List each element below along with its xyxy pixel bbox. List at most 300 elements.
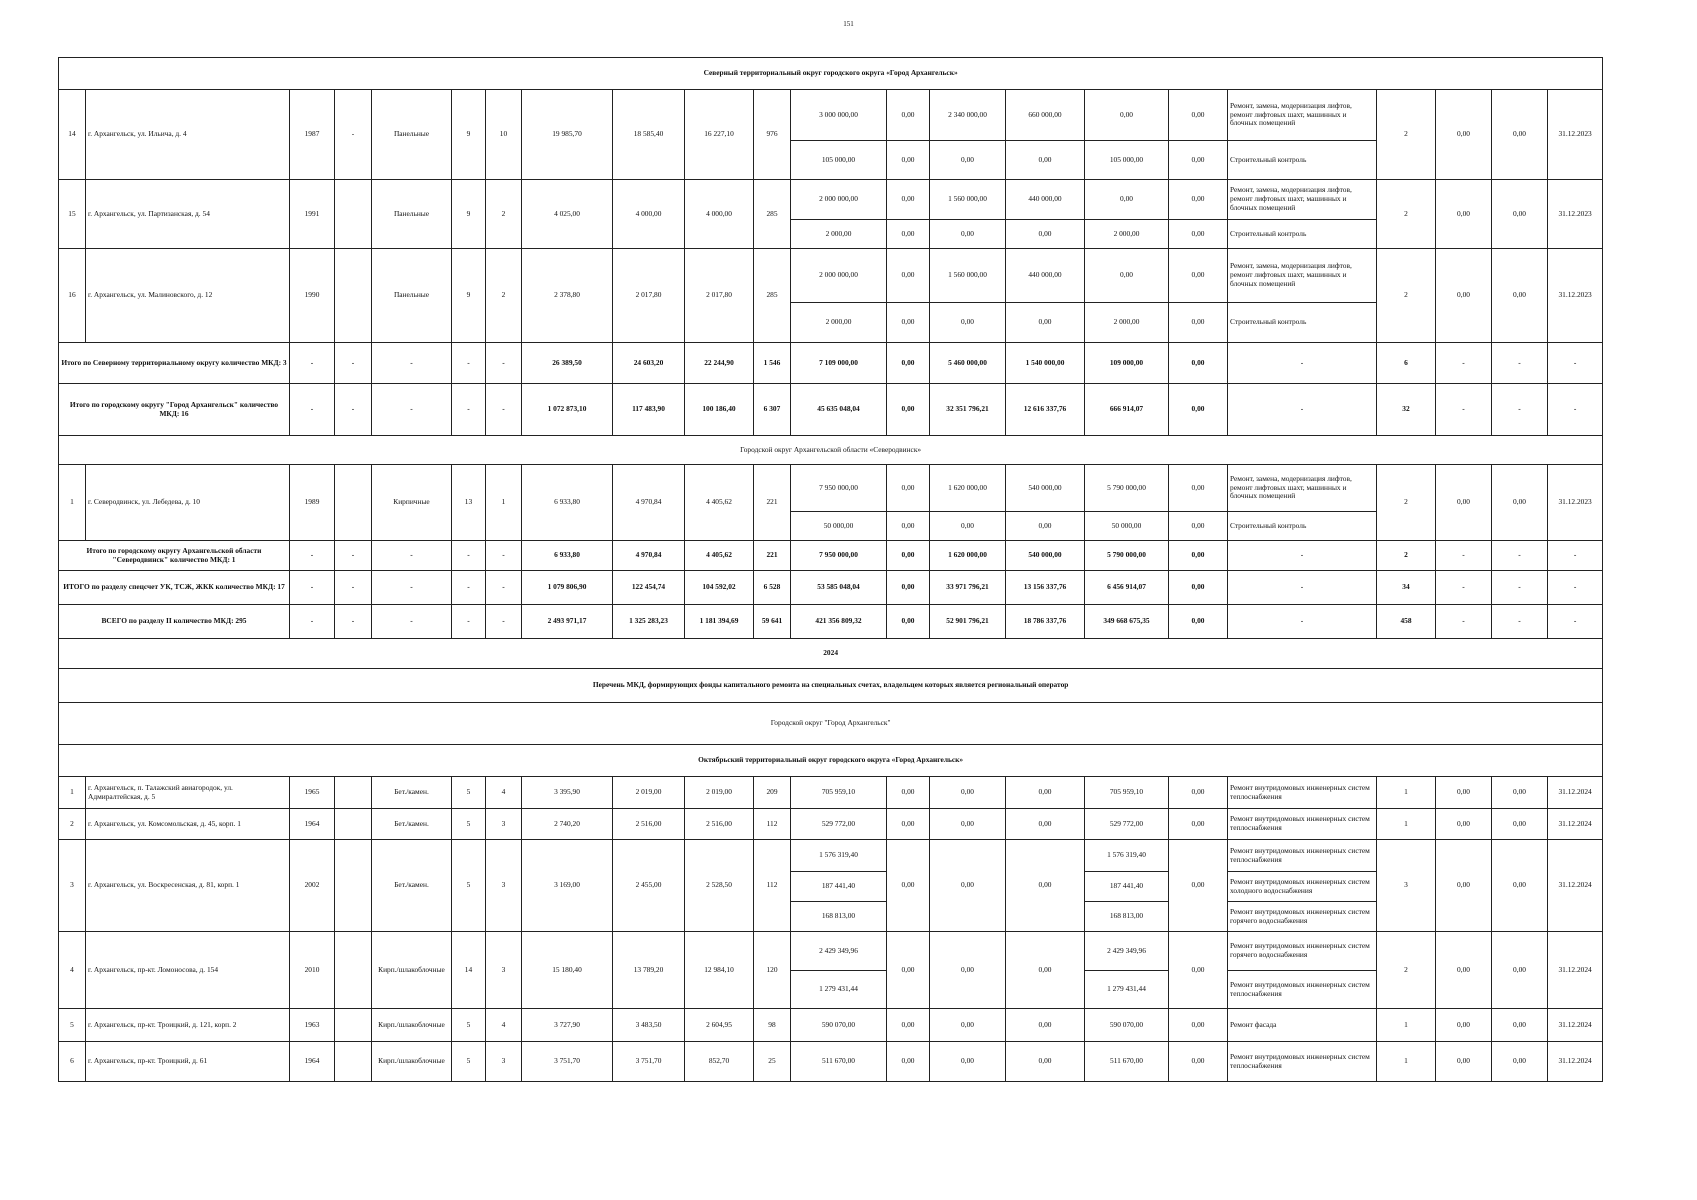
build-year: 1964 bbox=[290, 1042, 335, 1082]
wall-material: Бет./камен. bbox=[372, 777, 452, 809]
residential-area: 2 019,00 bbox=[685, 777, 754, 809]
empty-mark: - bbox=[1436, 343, 1492, 384]
cost-regional: 0,00 bbox=[930, 777, 1006, 809]
empty-mark: - bbox=[452, 605, 486, 639]
cost-regional: 0,00 bbox=[930, 303, 1006, 343]
cost-owners: 1 576 319,40 bbox=[1085, 840, 1169, 872]
works-count: 2 bbox=[1377, 90, 1436, 180]
empty-mark: - bbox=[372, 343, 452, 384]
completion-date: 31.12.2023 bbox=[1548, 249, 1603, 343]
cost-owners: 187 441,40 bbox=[1085, 872, 1169, 902]
empty-mark: - bbox=[372, 541, 452, 571]
cost-other: 0,00 bbox=[1169, 1042, 1228, 1082]
total-area: 1 072 873,10 bbox=[522, 384, 613, 436]
cost-total: 7 950 000,00 bbox=[791, 465, 887, 512]
cost-federal: 0,00 bbox=[887, 90, 930, 141]
cost-municipal: 12 616 337,76 bbox=[1006, 384, 1085, 436]
cost-municipal: 0,00 bbox=[1006, 512, 1085, 541]
entrances: 1 bbox=[486, 465, 522, 541]
cost-regional: 1 560 000,00 bbox=[930, 180, 1006, 220]
completion-date: 31.12.2023 bbox=[1548, 180, 1603, 249]
total-row bbox=[59, 605, 1603, 639]
cost-regional: 0,00 bbox=[930, 1042, 1006, 1082]
total-row bbox=[59, 571, 1603, 605]
max-unit-cost: 0,00 bbox=[1492, 809, 1548, 840]
cost-municipal: 0,00 bbox=[1006, 932, 1085, 1009]
cost-municipal: 0,00 bbox=[1006, 303, 1085, 343]
residents: 112 bbox=[754, 840, 791, 932]
residents: 221 bbox=[754, 541, 791, 571]
residential-area: 2 516,00 bbox=[685, 809, 754, 840]
build-year: 1965 bbox=[290, 777, 335, 809]
total-area: 2 493 971,17 bbox=[522, 605, 613, 639]
table-row bbox=[59, 809, 1603, 840]
cost-owners: 0,00 bbox=[1085, 90, 1169, 141]
residents: 59 641 bbox=[754, 605, 791, 639]
overhaul-year bbox=[335, 777, 372, 809]
overhaul-year bbox=[335, 249, 372, 343]
cost-owners: 5 790 000,00 bbox=[1085, 465, 1169, 512]
works-count: 3 bbox=[1377, 840, 1436, 932]
cost-total: 2 000,00 bbox=[791, 303, 887, 343]
empty-mark: - bbox=[1492, 571, 1548, 605]
max-unit-cost: 0,00 bbox=[1492, 1009, 1548, 1042]
residents: 112 bbox=[754, 809, 791, 840]
premises-area: 4 000,00 bbox=[613, 180, 685, 249]
cost-total: 3 000 000,00 bbox=[791, 90, 887, 141]
residential-area: 4 405,62 bbox=[685, 541, 754, 571]
completion-date: 31.12.2024 bbox=[1548, 840, 1603, 932]
floors: 9 bbox=[452, 90, 486, 180]
premises-area: 1 325 283,23 bbox=[613, 605, 685, 639]
residents: 98 bbox=[754, 1009, 791, 1042]
cost-federal: 0,00 bbox=[887, 1042, 930, 1082]
empty-mark: - bbox=[372, 571, 452, 605]
max-unit-cost: 0,00 bbox=[1492, 180, 1548, 249]
floors: 5 bbox=[452, 840, 486, 932]
section-title: Городской округ "Город Архангельск" bbox=[59, 703, 1603, 745]
empty-mark: - bbox=[1228, 541, 1377, 571]
empty-mark: - bbox=[1492, 384, 1548, 436]
wall-material: Кирп./шлакоблочные bbox=[372, 932, 452, 1009]
wall-material: Кирпичные bbox=[372, 465, 452, 541]
build-year: 1987 bbox=[290, 90, 335, 180]
cost-municipal: 1 540 000,00 bbox=[1006, 343, 1085, 384]
work-type: Ремонт внутридомовых инженерных систем холодного водоснабжения bbox=[1228, 872, 1377, 902]
residential-area: 16 227,10 bbox=[685, 90, 754, 180]
total-label: Итого по городскому округу "Город Архангельск" количество МКД: 16 bbox=[59, 384, 290, 436]
completion-date: 31.12.2024 bbox=[1548, 932, 1603, 1009]
empty-mark: - bbox=[486, 343, 522, 384]
empty-mark: - bbox=[452, 384, 486, 436]
empty-mark: - bbox=[290, 605, 335, 639]
wall-material: Панельные bbox=[372, 180, 452, 249]
completion-date: 31.12.2024 bbox=[1548, 809, 1603, 840]
cost-owners: 168 813,00 bbox=[1085, 902, 1169, 932]
empty-mark: - bbox=[335, 541, 372, 571]
section-title: Октябрьский территориальный округ городского округа «Город Архангельск» bbox=[59, 745, 1603, 777]
completion-date: 31.12.2023 bbox=[1548, 90, 1603, 180]
cost-other: 0,00 bbox=[1169, 1009, 1228, 1042]
overhaul-year bbox=[335, 932, 372, 1009]
floors: 5 bbox=[452, 1009, 486, 1042]
residential-area: 4 000,00 bbox=[685, 180, 754, 249]
cost-total: 7 109 000,00 bbox=[791, 343, 887, 384]
empty-mark: - bbox=[486, 605, 522, 639]
table-row bbox=[59, 840, 1603, 872]
section-header-row bbox=[59, 58, 1603, 90]
premises-area: 117 483,90 bbox=[613, 384, 685, 436]
total-area: 3 395,90 bbox=[522, 777, 613, 809]
total-row bbox=[59, 343, 1603, 384]
register-table bbox=[58, 57, 1603, 1082]
works-count: 6 bbox=[1377, 343, 1436, 384]
cost-total: 2 000 000,00 bbox=[791, 180, 887, 220]
cost-regional: 1 620 000,00 bbox=[930, 465, 1006, 512]
cost-federal: 0,00 bbox=[887, 512, 930, 541]
cost-total: 1 279 431,44 bbox=[791, 971, 887, 1009]
unit-cost: 0,00 bbox=[1436, 249, 1492, 343]
house-address: г. Архангельск, ул. Партизанская, д. 54 bbox=[86, 180, 290, 249]
table-row bbox=[59, 90, 1603, 141]
build-year: 1991 bbox=[290, 180, 335, 249]
cost-federal: 0,00 bbox=[887, 571, 930, 605]
cost-regional: 2 340 000,00 bbox=[930, 90, 1006, 141]
cost-owners: 2 000,00 bbox=[1085, 303, 1169, 343]
cost-other: 0,00 bbox=[1169, 249, 1228, 303]
section-header-row bbox=[59, 639, 1603, 669]
cost-regional: 0,00 bbox=[930, 932, 1006, 1009]
unit-cost: 0,00 bbox=[1436, 465, 1492, 541]
cost-regional: 0,00 bbox=[930, 1009, 1006, 1042]
cost-total: 7 950 000,00 bbox=[791, 541, 887, 571]
empty-mark: - bbox=[486, 384, 522, 436]
section-title: Северный территориальный округ городского округа «Город Архангельск» bbox=[59, 58, 1603, 90]
overhaul-year bbox=[335, 180, 372, 249]
row-number: 2 bbox=[59, 809, 86, 840]
completion-date: 31.12.2024 bbox=[1548, 1042, 1603, 1082]
build-year: 1989 bbox=[290, 465, 335, 541]
floors: 13 bbox=[452, 465, 486, 541]
work-type: Ремонт внутридомовых инженерных систем горячего водоснабжения bbox=[1228, 932, 1377, 971]
floors: 9 bbox=[452, 249, 486, 343]
total-area: 3 169,00 bbox=[522, 840, 613, 932]
residents: 6 528 bbox=[754, 571, 791, 605]
max-unit-cost: 0,00 bbox=[1492, 777, 1548, 809]
house-address: г. Архангельск, пр-кт. Троицкий, д. 61 bbox=[86, 1042, 290, 1082]
cost-regional: 32 351 796,21 bbox=[930, 384, 1006, 436]
total-area: 26 389,50 bbox=[522, 343, 613, 384]
residential-area: 2 528,50 bbox=[685, 840, 754, 932]
cost-federal: 0,00 bbox=[887, 303, 930, 343]
entrances: 4 bbox=[486, 1009, 522, 1042]
floors: 5 bbox=[452, 809, 486, 840]
section-header-row bbox=[59, 436, 1603, 465]
residents: 221 bbox=[754, 465, 791, 541]
cost-owners: 511 670,00 bbox=[1085, 1042, 1169, 1082]
residential-area: 104 592,02 bbox=[685, 571, 754, 605]
completion-date: 31.12.2024 bbox=[1548, 1009, 1603, 1042]
empty-mark: - bbox=[1548, 571, 1603, 605]
cost-federal: 0,00 bbox=[887, 777, 930, 809]
cost-other: 0,00 bbox=[1169, 465, 1228, 512]
cost-municipal: 13 156 337,76 bbox=[1006, 571, 1085, 605]
premises-area: 24 603,20 bbox=[613, 343, 685, 384]
premises-area: 3 483,50 bbox=[613, 1009, 685, 1042]
work-type: Ремонт, замена, модернизация лифтов, ремонт лифтовых шахт, машинных и блочных помещений bbox=[1228, 180, 1377, 220]
cost-regional: 0,00 bbox=[930, 512, 1006, 541]
build-year: 2010 bbox=[290, 932, 335, 1009]
total-label: ВСЕГО по разделу II количество МКД: 295 bbox=[59, 605, 290, 639]
cost-other: 0,00 bbox=[1169, 180, 1228, 220]
work-type: Строительный контроль bbox=[1228, 303, 1377, 343]
premises-area: 3 751,70 bbox=[613, 1042, 685, 1082]
max-unit-cost: 0,00 bbox=[1492, 1042, 1548, 1082]
total-area: 2 740,20 bbox=[522, 809, 613, 840]
cost-total: 511 670,00 bbox=[791, 1042, 887, 1082]
row-number: 15 bbox=[59, 180, 86, 249]
cost-owners: 1 279 431,44 bbox=[1085, 971, 1169, 1009]
works-count: 34 bbox=[1377, 571, 1436, 605]
empty-mark: - bbox=[1228, 571, 1377, 605]
section-header-row bbox=[59, 669, 1603, 703]
entrances: 4 bbox=[486, 777, 522, 809]
overhaul-year bbox=[335, 465, 372, 541]
cost-owners: 590 070,00 bbox=[1085, 1009, 1169, 1042]
residential-area: 12 984,10 bbox=[685, 932, 754, 1009]
residents: 285 bbox=[754, 249, 791, 343]
total-label: ИТОГО по разделу спецсчет УК, ТСЖ, ЖКК количество МКД: 17 bbox=[59, 571, 290, 605]
unit-cost: 0,00 bbox=[1436, 90, 1492, 180]
house-address: г. Северодвинск, ул. Лебедева, д. 10 bbox=[86, 465, 290, 541]
work-type: Ремонт внутридомовых инженерных систем горячего водоснабжения bbox=[1228, 902, 1377, 932]
empty-mark: - bbox=[452, 541, 486, 571]
total-area: 3 727,90 bbox=[522, 1009, 613, 1042]
works-count: 1 bbox=[1377, 809, 1436, 840]
table-row bbox=[59, 180, 1603, 220]
empty-mark: - bbox=[452, 343, 486, 384]
empty-mark: - bbox=[1436, 541, 1492, 571]
cost-other: 0,00 bbox=[1169, 605, 1228, 639]
max-unit-cost: 0,00 bbox=[1492, 90, 1548, 180]
premises-area: 4 970,84 bbox=[613, 541, 685, 571]
max-unit-cost: 0,00 bbox=[1492, 249, 1548, 343]
cost-regional: 52 901 796,21 bbox=[930, 605, 1006, 639]
cost-regional: 1 620 000,00 bbox=[930, 541, 1006, 571]
entrances: 2 bbox=[486, 180, 522, 249]
works-count: 32 bbox=[1377, 384, 1436, 436]
cost-owners: 0,00 bbox=[1085, 249, 1169, 303]
cost-total: 50 000,00 bbox=[791, 512, 887, 541]
cost-federal: 0,00 bbox=[887, 220, 930, 249]
premises-area: 4 970,84 bbox=[613, 465, 685, 541]
cost-federal: 0,00 bbox=[887, 384, 930, 436]
cost-owners: 109 000,00 bbox=[1085, 343, 1169, 384]
cost-municipal: 18 786 337,76 bbox=[1006, 605, 1085, 639]
section-header-row bbox=[59, 745, 1603, 777]
residents: 25 bbox=[754, 1042, 791, 1082]
cost-owners: 349 668 675,35 bbox=[1085, 605, 1169, 639]
cost-federal: 0,00 bbox=[887, 180, 930, 220]
house-address: г. Архангельск, ул. Ильича, д. 4 bbox=[86, 90, 290, 180]
cost-total: 53 585 048,04 bbox=[791, 571, 887, 605]
work-type: Строительный контроль bbox=[1228, 512, 1377, 541]
residential-area: 1 181 394,69 bbox=[685, 605, 754, 639]
cost-other: 0,00 bbox=[1169, 141, 1228, 180]
cost-owners: 666 914,07 bbox=[1085, 384, 1169, 436]
max-unit-cost: 0,00 bbox=[1492, 465, 1548, 541]
cost-other: 0,00 bbox=[1169, 512, 1228, 541]
cost-owners: 50 000,00 bbox=[1085, 512, 1169, 541]
residents: 285 bbox=[754, 180, 791, 249]
cost-municipal: 440 000,00 bbox=[1006, 249, 1085, 303]
total-area: 19 985,70 bbox=[522, 90, 613, 180]
table-row bbox=[59, 249, 1603, 303]
house-address: г. Архангельск, пр-кт. Ломоносова, д. 154 bbox=[86, 932, 290, 1009]
empty-mark: - bbox=[335, 343, 372, 384]
overhaul-year bbox=[335, 840, 372, 932]
overhaul-year bbox=[335, 1009, 372, 1042]
house-address: г. Архангельск, ул. Малиновского, д. 12 bbox=[86, 249, 290, 343]
cost-owners: 2 429 349,96 bbox=[1085, 932, 1169, 971]
cost-municipal: 0,00 bbox=[1006, 840, 1085, 932]
house-address: г. Архангельск, ул. Воскресенская, д. 81, корп. 1 bbox=[86, 840, 290, 932]
cost-regional: 0,00 bbox=[930, 809, 1006, 840]
residential-area: 852,70 bbox=[685, 1042, 754, 1082]
empty-mark: - bbox=[1228, 384, 1377, 436]
total-area: 6 933,80 bbox=[522, 541, 613, 571]
work-type: Строительный контроль bbox=[1228, 220, 1377, 249]
cost-other: 0,00 bbox=[1169, 541, 1228, 571]
floors: 5 bbox=[452, 1042, 486, 1082]
cost-regional: 5 460 000,00 bbox=[930, 343, 1006, 384]
empty-mark: - bbox=[1548, 384, 1603, 436]
cost-federal: 0,00 bbox=[887, 809, 930, 840]
page-number: 151 bbox=[843, 20, 854, 28]
work-type: Ремонт, замена, модернизация лифтов, ремонт лифтовых шахт, машинных и блочных помещений bbox=[1228, 90, 1377, 141]
empty-mark: - bbox=[486, 571, 522, 605]
floors: 9 bbox=[452, 180, 486, 249]
empty-mark: - bbox=[372, 605, 452, 639]
empty-mark: - bbox=[1492, 343, 1548, 384]
cost-federal: 0,00 bbox=[887, 343, 930, 384]
cost-total: 105 000,00 bbox=[791, 141, 887, 180]
cost-owners: 2 000,00 bbox=[1085, 220, 1169, 249]
empty-mark: - bbox=[290, 343, 335, 384]
works-count: 1 bbox=[1377, 1042, 1436, 1082]
wall-material: Кирп./шлакоблочные bbox=[372, 1042, 452, 1082]
cost-other: 0,00 bbox=[1169, 840, 1228, 932]
row-number: 5 bbox=[59, 1009, 86, 1042]
wall-material: Бет./камен. bbox=[372, 840, 452, 932]
build-year: 1963 bbox=[290, 1009, 335, 1042]
work-type: Ремонт, замена, модернизация лифтов, ремонт лифтовых шахт, машинных и блочных помещений bbox=[1228, 465, 1377, 512]
unit-cost: 0,00 bbox=[1436, 180, 1492, 249]
cost-municipal: 0,00 bbox=[1006, 777, 1085, 809]
residents: 976 bbox=[754, 90, 791, 180]
section-title: Городской округ Архангельской области «Северодвинск» bbox=[59, 436, 1603, 465]
cost-municipal: 660 000,00 bbox=[1006, 90, 1085, 141]
cost-municipal: 540 000,00 bbox=[1006, 541, 1085, 571]
row-number: 6 bbox=[59, 1042, 86, 1082]
row-number: 14 bbox=[59, 90, 86, 180]
total-area: 15 180,40 bbox=[522, 932, 613, 1009]
unit-cost: 0,00 bbox=[1436, 809, 1492, 840]
works-count: 1 bbox=[1377, 1009, 1436, 1042]
cost-federal: 0,00 bbox=[887, 1009, 930, 1042]
cost-federal: 0,00 bbox=[887, 541, 930, 571]
overhaul-year bbox=[335, 809, 372, 840]
work-type: Ремонт, замена, модернизация лифтов, ремонт лифтовых шахт, машинных и блочных помещений bbox=[1228, 249, 1377, 303]
cost-federal: 0,00 bbox=[887, 249, 930, 303]
total-row bbox=[59, 384, 1603, 436]
residential-area: 100 186,40 bbox=[685, 384, 754, 436]
empty-mark: - bbox=[290, 384, 335, 436]
premises-area: 2 019,00 bbox=[613, 777, 685, 809]
total-label: Итого по городскому округу Архангельской области "Северодвинск" количество МКД: 1 bbox=[59, 541, 290, 571]
cost-municipal: 0,00 bbox=[1006, 1042, 1085, 1082]
empty-mark: - bbox=[335, 571, 372, 605]
row-number: 4 bbox=[59, 932, 86, 1009]
total-row bbox=[59, 541, 1603, 571]
residential-area: 2 017,80 bbox=[685, 249, 754, 343]
unit-cost: 0,00 bbox=[1436, 1042, 1492, 1082]
overhaul-year bbox=[335, 1042, 372, 1082]
empty-mark: - bbox=[335, 605, 372, 639]
cost-municipal: 540 000,00 bbox=[1006, 465, 1085, 512]
cost-total: 1 576 319,40 bbox=[791, 840, 887, 872]
floors: 14 bbox=[452, 932, 486, 1009]
premises-area: 18 585,40 bbox=[613, 90, 685, 180]
cost-federal: 0,00 bbox=[887, 465, 930, 512]
works-count: 458 bbox=[1377, 605, 1436, 639]
empty-mark: - bbox=[290, 571, 335, 605]
empty-mark: - bbox=[1548, 605, 1603, 639]
empty-mark: - bbox=[1548, 541, 1603, 571]
cost-municipal: 0,00 bbox=[1006, 220, 1085, 249]
work-type: Ремонт внутридомовых инженерных систем теплоснабжения bbox=[1228, 777, 1377, 809]
total-area: 2 378,80 bbox=[522, 249, 613, 343]
total-area: 1 079 806,90 bbox=[522, 571, 613, 605]
empty-mark: - bbox=[452, 571, 486, 605]
empty-mark: - bbox=[1228, 343, 1377, 384]
residents: 6 307 bbox=[754, 384, 791, 436]
cost-regional: 0,00 bbox=[930, 220, 1006, 249]
unit-cost: 0,00 bbox=[1436, 777, 1492, 809]
works-count: 2 bbox=[1377, 180, 1436, 249]
empty-mark: - bbox=[486, 541, 522, 571]
build-year: 1990 bbox=[290, 249, 335, 343]
works-count: 1 bbox=[1377, 777, 1436, 809]
unit-cost: 0,00 bbox=[1436, 932, 1492, 1009]
cost-total: 421 356 809,32 bbox=[791, 605, 887, 639]
cost-municipal: 0,00 bbox=[1006, 1009, 1085, 1042]
cost-other: 0,00 bbox=[1169, 809, 1228, 840]
cost-federal: 0,00 bbox=[887, 605, 930, 639]
work-type: Строительный контроль bbox=[1228, 141, 1377, 180]
max-unit-cost: 0,00 bbox=[1492, 932, 1548, 1009]
empty-mark: - bbox=[1492, 605, 1548, 639]
empty-mark: - bbox=[335, 384, 372, 436]
work-type: Ремонт внутридомовых инженерных систем теплоснабжения bbox=[1228, 971, 1377, 1009]
premises-area: 122 454,74 bbox=[613, 571, 685, 605]
work-type: Ремонт внутридомовых инженерных систем теплоснабжения bbox=[1228, 840, 1377, 872]
cost-regional: 33 971 796,21 bbox=[930, 571, 1006, 605]
house-address: г. Архангельск, пр-кт. Троицкий, д. 121, корп. 2 bbox=[86, 1009, 290, 1042]
cost-regional: 0,00 bbox=[930, 141, 1006, 180]
row-number: 16 bbox=[59, 249, 86, 343]
cost-other: 0,00 bbox=[1169, 777, 1228, 809]
